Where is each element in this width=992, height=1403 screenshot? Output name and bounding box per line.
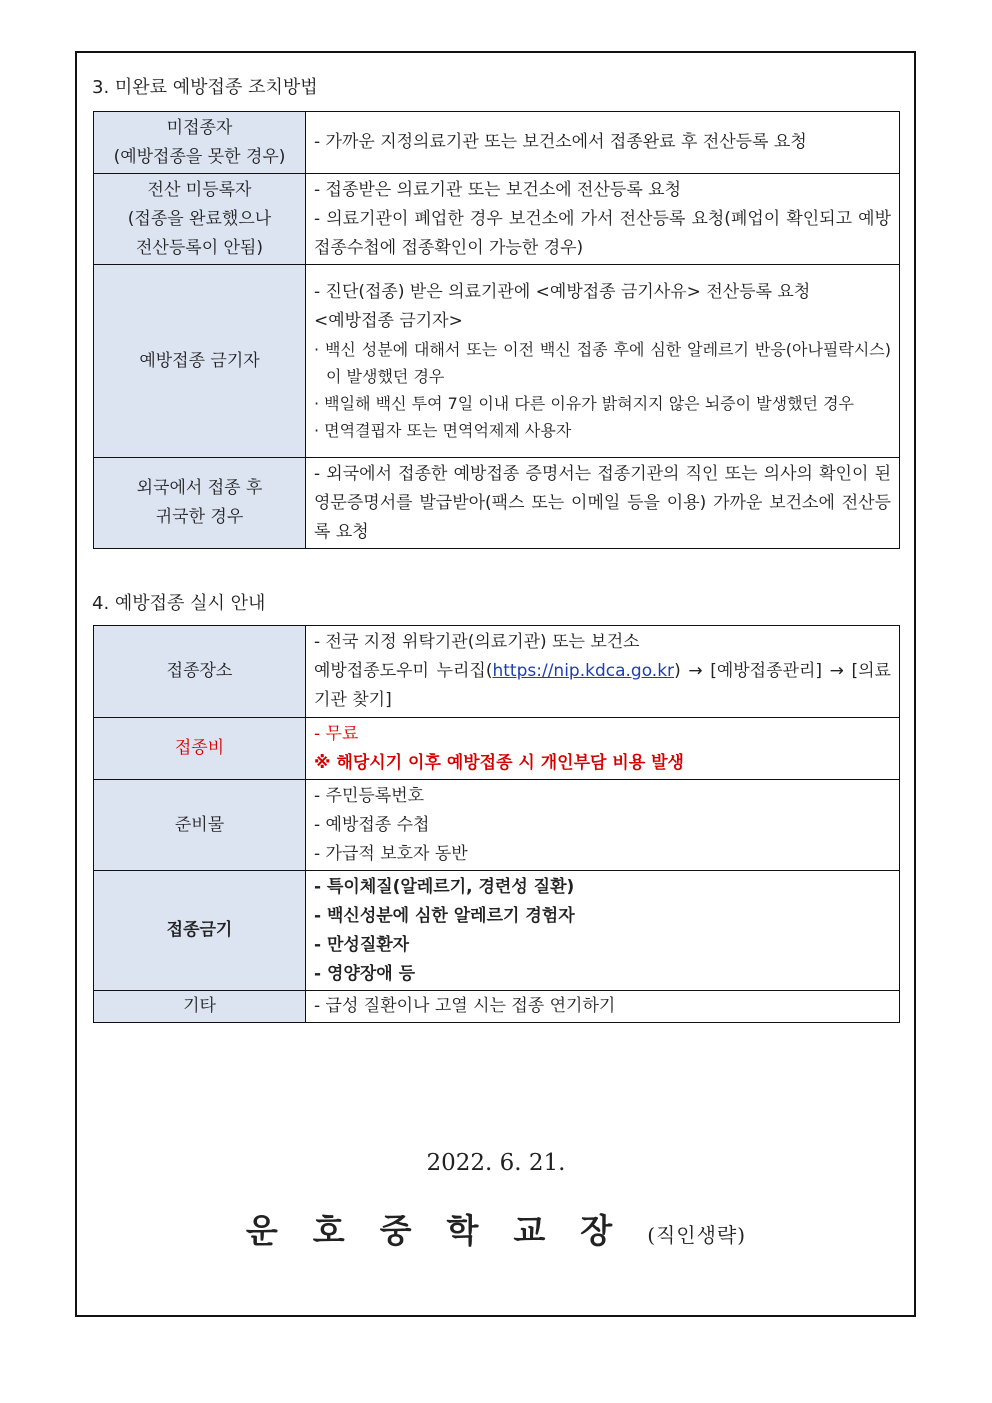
content-line: ※ 해당시기 이후 예방접종 시 개인부담 비용 발생 [314,752,684,773]
content-line: - 무료 [314,723,359,744]
row-label: 접종비 [94,718,306,780]
row-content [306,458,900,549]
document-date: 2022. 6. 21. [426,1150,566,1176]
table-row [94,718,900,780]
label-line: 외국에서 접종 후 [136,478,263,498]
content-line: - 급성 질환이나 고열 시는 접종 연기하기 [314,996,616,1016]
row-content [306,718,900,780]
section3-title: 3. 미완료 예방접종 조치방법 [92,77,318,98]
vaccination-info-table [93,625,900,1023]
label-line: (접종을 완료했으나 [127,208,272,229]
label-line: (예방접종을 못한 경우) [113,146,286,167]
row-label [94,112,306,174]
table-row [94,112,900,174]
table-row [94,626,900,718]
content-line: - 특이체질(알레르기, 경련성 질환) [314,876,575,897]
content-line: - 의료기관이 폐업한 경우 보건소에 가서 전산등록 요청(폐업이 확인되고 예방접종수첩에 접종확인이 가능한 경우) [314,208,891,258]
row-label [94,265,306,458]
contraindication-item: · 백일해 백신 투여 7일 이내 다른 이유가 밝혀지지 않은 뇌증이 발생했던 경우 [314,394,854,413]
table-row [94,174,900,265]
row-content [306,626,900,718]
content-line: - 백신성분에 심한 알레르기 경험자 [314,905,575,926]
signature-line [0,1205,992,1252]
label-line: 귀국한 경우 [155,507,244,527]
content-text: ) → [예방접종관리] → [의료기관 찾기] [314,661,891,710]
principal-name: 운호중학교장 [245,1211,648,1250]
row-content [306,112,900,174]
table-row [94,265,900,458]
seal-omitted-note: (직인생략) [647,1223,747,1247]
contraindication-item: · 백신 성분에 대해서 또는 이전 백신 접종 후에 심한 알레르기 반응(아나필락시스)이 발생했던 경우 [314,340,891,386]
incomplete-vaccination-table [93,111,900,549]
content-line: - 영양장애 등 [314,963,416,984]
content-text: 예방접종도우미 누리집( [314,661,493,681]
table-row [94,458,900,549]
row-content [306,780,900,871]
row-label [94,174,306,265]
table-row [94,780,900,871]
label-line: 전산등록이 안됨) [136,237,263,258]
content-line: - 만성질환자 [314,934,410,955]
row-label: 준비물 [94,780,306,871]
label-line: 전산 미등록자 [147,179,252,200]
content-line: - 전국 지정 위탁기관(의료기관) 또는 보건소 [314,632,640,652]
row-content [306,991,900,1023]
content-line: - 진단(접종) 받은 의료기관에 <예방접종 금기사유> 전산등록 요청 [314,282,811,302]
table-row [94,871,900,991]
row-label: 기타 [94,991,306,1023]
content-line: - 가급적 보호자 동반 [314,843,468,864]
content-line: - 외국에서 접종한 예방접종 증명서는 접종기관의 직인 또는 의사의 확인이 된 영문증명서를 발급받아(팩스 또는 이메일 등을 이용) 가까운 보건소에 전산등록 요청 [314,463,891,542]
label-line: 예방접종 금기자 [139,350,260,371]
content-line: - 예방접종 수첩 [314,814,430,835]
row-content [306,871,900,991]
row-label: 접종금기 [94,871,306,991]
row-content [306,265,900,458]
nip-website-link[interactable]: https://nip.kdca.go.kr [492,661,675,681]
contraindication-item: · 면역결핍자 또는 면역억제제 사용자 [314,421,572,440]
row-label: 접종장소 [94,626,306,718]
section4-title: 4. 예방접종 실시 안내 [92,593,266,614]
content-line: - 주민등록번호 [314,785,425,806]
row-content [306,174,900,265]
label-line: 미접종자 [166,117,233,138]
content-line: <예방접종 금기자> [314,311,463,331]
content-line: - 접종받은 의료기관 또는 보건소에 전산등록 요청 [314,179,681,200]
table-row [94,991,900,1023]
row-label [94,458,306,549]
content-line: - 가까운 지정의료기관 또는 보건소에서 접종완료 후 전산등록 요청 [314,132,807,152]
